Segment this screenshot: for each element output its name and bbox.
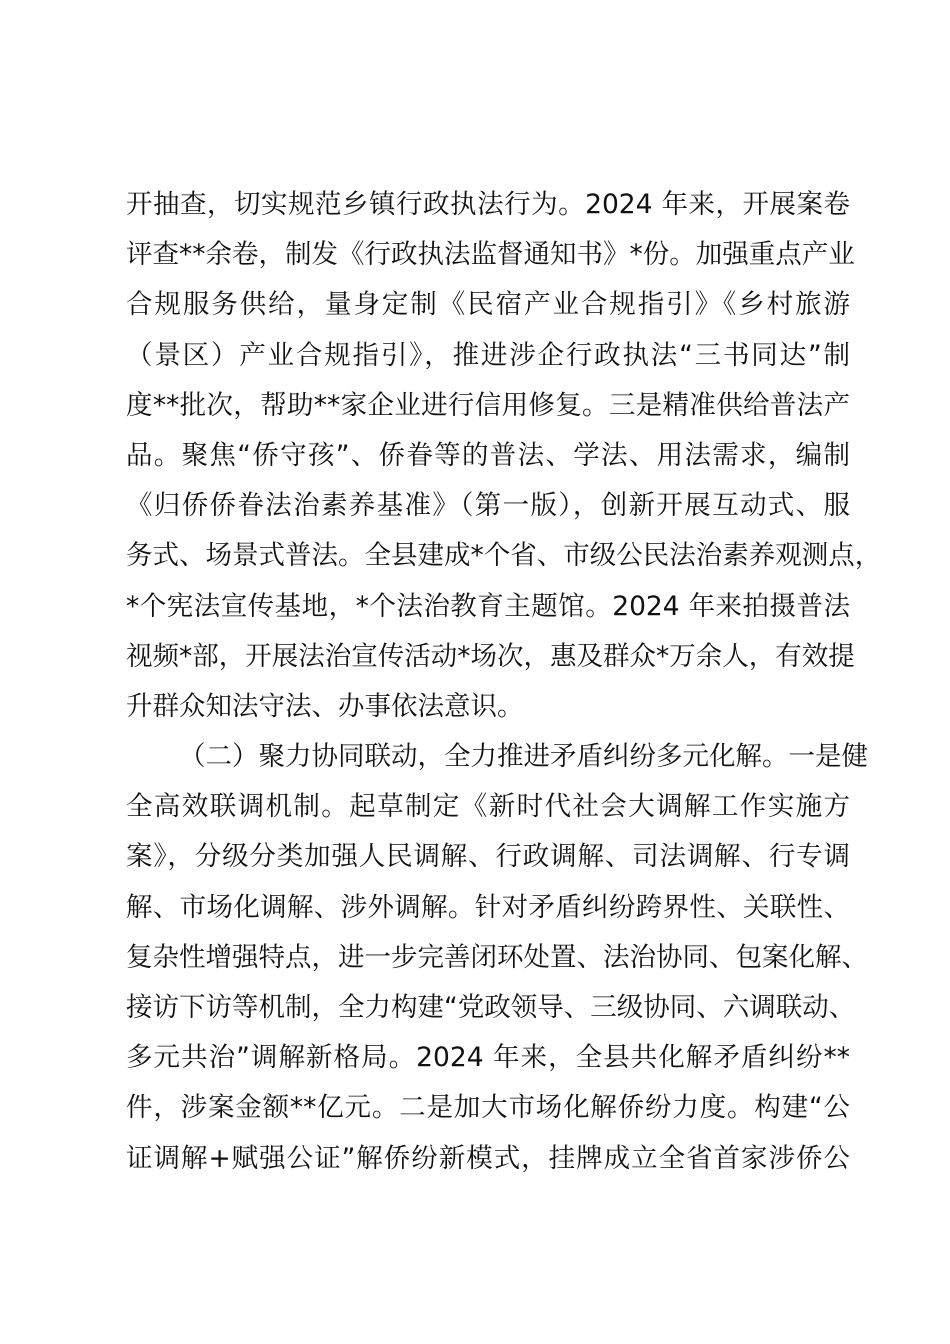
document-body bbox=[126, 180, 882, 1184]
text-line: 务式、场景式普法。全县建成*个省、市级公民法治素养观测点， bbox=[126, 540, 882, 572]
text-line: 评查**余卷，制发《行政执法监督通知书》*份。加强重点产业 bbox=[126, 239, 855, 271]
paragraph-last-line: 升群众知法守法、办事依法意识。 bbox=[126, 690, 524, 722]
text-line: 开抽查，切实规范乡镇行政执法行为。2024 年来，开展案卷 bbox=[126, 189, 850, 220]
text-line: 证调解+赋强公证”解侨纷新模式，挂牌成立全省首家涉侨公 bbox=[126, 1142, 850, 1174]
text-line: 多元共治”调解新格局。2024 年来，全县共化解矛盾纠纷** bbox=[126, 1042, 850, 1074]
text-line: 接访下访等机制，全力构建“党政领导、三级协同、六调联动、 bbox=[126, 992, 856, 1023]
text-line: 全高效联调机制。起草制定《新时代社会大调解工作实施方 bbox=[126, 791, 850, 823]
section-heading-line: （二）聚力协同联动，全力推进矛盾纠纷多元化解。一是健 bbox=[179, 741, 868, 773]
text-line: （景区）产业合规指引》，推进涉企行政执法“三书同达”制 bbox=[126, 339, 850, 371]
text-line: 合规服务供给，量身定制《民宿产业合规指引》《乡村旅游 bbox=[126, 289, 850, 321]
text-line: 品。聚焦“侨守孩”、侨眷等的普法、学法、用法需求，编制 bbox=[126, 439, 850, 471]
text-line: 件，涉案金额**亿元。二是加大市场化解侨纷力度。构建“公 bbox=[126, 1092, 850, 1124]
text-line: *个宪法宣传基地，*个法治教育主题馆。2024 年来拍摄普法 bbox=[126, 590, 850, 622]
text-line: 解、市场化调解、涉外调解。针对矛盾纠纷跨界性、关联性、 bbox=[126, 891, 850, 923]
text-line: 复杂性增强特点，进一步完善闭环处置、法治协同、包案化解、 bbox=[126, 941, 868, 973]
text-line: 度**批次，帮助**家企业进行信用修复。三是精准供给普法产 bbox=[126, 389, 850, 421]
text-line: 《归侨侨眷法治素养基准》（第一版），创新开展互动式、服 bbox=[126, 490, 850, 522]
text-line: 案》，分级分类加强人民调解、行政调解、司法调解、行专调 bbox=[126, 841, 850, 873]
text-line: 视频*部，开展法治宣传活动*场次，惠及群众*万余人，有效提 bbox=[126, 640, 855, 672]
